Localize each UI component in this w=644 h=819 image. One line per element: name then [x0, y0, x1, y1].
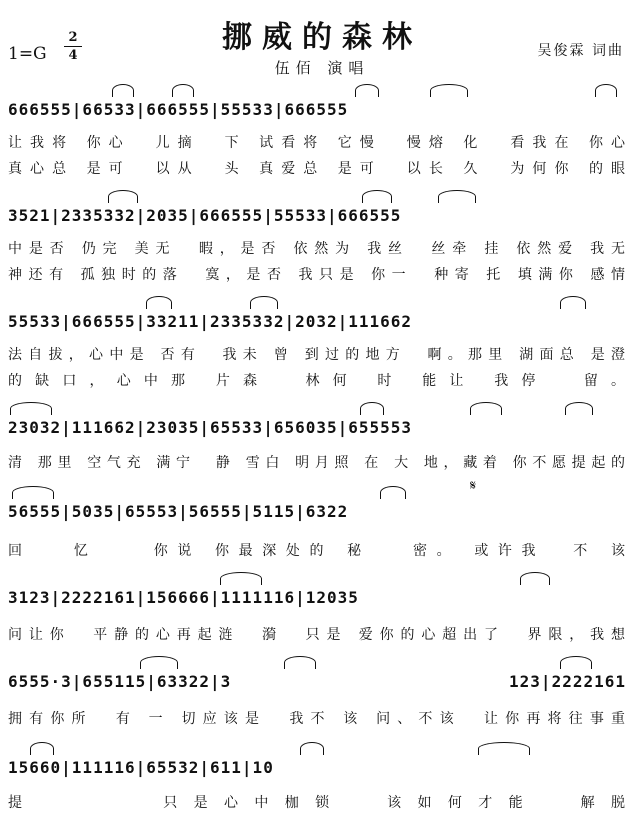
slur-mark: [108, 190, 138, 203]
notation-row: [0, 100, 644, 124]
slur-mark: [430, 84, 468, 97]
notation-row: [0, 312, 644, 336]
slur-mark: [250, 296, 278, 309]
notation-text: 55533|666555|33211|2335332|2032|111662: [8, 312, 413, 331]
segno-icon: 𝄋: [470, 478, 477, 494]
slur-mark: [355, 84, 379, 97]
lyric-row: 让我将 你心 儿摘 下 试看将 它慢 慢熔 化 看我在 你心: [8, 135, 626, 151]
notation-row: [0, 206, 644, 230]
slur-mark: [478, 742, 530, 755]
slur-mark: [284, 656, 316, 669]
slur-mark: [112, 84, 134, 97]
slur-mark: [172, 84, 194, 97]
notation-text: 56555|5035|65553|56555|5115|6322: [8, 502, 349, 521]
song-title: 挪威的森林: [222, 20, 422, 55]
singer-line: 伍佰 演唱: [274, 59, 370, 77]
slur-mark: [380, 486, 406, 499]
lyric-row: 拥有你所 有 一 切应该是 我不 该 问、不该 让你再将往事重: [8, 711, 626, 727]
slur-mark: [30, 742, 54, 755]
lyric-row: 中是否 仍完 美无 暇，是否 依然为 我丝 丝牵 挂 依然爱 我无: [8, 241, 626, 257]
slur-mark: [12, 486, 54, 499]
notation-text: 15660|111116|65532|611|10: [8, 758, 274, 777]
notation-row: [0, 502, 644, 526]
key-signature: 1=G: [8, 44, 47, 64]
lyric-row: 回 忆 你说 你最深处的 秘 密。 或许我 不 该: [8, 543, 626, 559]
slur-mark: [220, 572, 262, 585]
slur-mark: [360, 402, 384, 415]
slur-mark: [10, 402, 52, 415]
lyric-row: 清 那里 空气充 满宁 静 雪白 明月照 在 大 地，藏着 你不愿提起的: [8, 455, 626, 471]
slur-mark: [362, 190, 392, 203]
lyric-row: 法自拔，心中是 否有 我未 曾 到过的地方 啊。那里 湖面总 是澄: [8, 347, 626, 363]
notation-text: 6555·3|655115|63322|3 123|2222161: [8, 672, 626, 691]
slur-mark: [560, 296, 586, 309]
notation-text: 3123|2222161|156666|1111116|12035: [8, 588, 359, 607]
meter-line: [64, 46, 82, 47]
slur-mark: [438, 190, 476, 203]
meter-top: 2: [68, 30, 78, 45]
lyric-row: 提 只是心中枷锁 该如何才能 解脱: [8, 795, 626, 811]
time-signature: [62, 30, 84, 63]
notation-row: [0, 418, 644, 442]
slur-mark: [560, 656, 592, 669]
lyric-row: 的缺口，心中那 片森 林何 时 能让 我停 留。: [8, 373, 626, 389]
notation-row: [0, 588, 644, 612]
notation-text: 23032|111662|23035|65533|656035|655553: [8, 418, 413, 437]
notation-row: [0, 758, 644, 782]
notation-text: 666555|66533|666555|55533|666555: [8, 100, 349, 119]
meter-bottom: 4: [68, 48, 78, 63]
slur-mark: [140, 656, 178, 669]
slur-mark: [300, 742, 324, 755]
lyric-row: 问让你 平静的心再起涟 漪 只是 爱你的心超出了 界限，我想: [8, 627, 626, 643]
credit-line: 吴俊霖 词曲: [537, 43, 624, 59]
lyric-row: 真心总 是可 以从 头 真爱总 是可 以长 久 为何你 的眼: [8, 161, 626, 177]
slur-mark: [470, 402, 502, 415]
slur-mark: [595, 84, 617, 97]
slur-mark: [520, 572, 550, 585]
notation-text: 3521|2335332|2035|666555|55533|666555: [8, 206, 402, 225]
slur-mark: [146, 296, 172, 309]
lyric-row: 神还有 孤独时的落 寞，是否 我只是 你一 种寄 托 填满你 感情: [8, 267, 626, 283]
notation-row: [0, 672, 644, 696]
slur-mark: [565, 402, 593, 415]
